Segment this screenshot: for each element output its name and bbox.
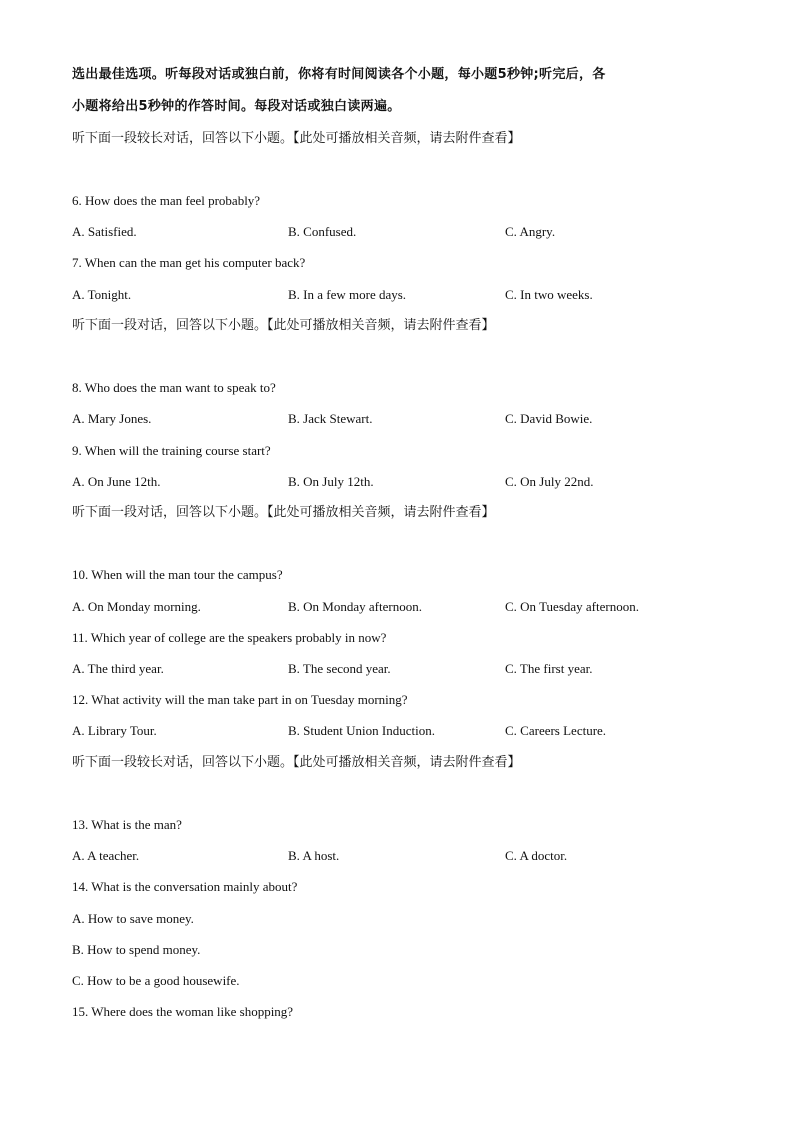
question-8: 8. Who does the man want to speak to? [72,380,276,395]
option-c: C. The first year. [505,661,593,676]
question-7: 7. When can the man get his computer back? [72,255,306,270]
option-a: A. Satisfied. [72,224,137,239]
options-row-6 [72,223,722,241]
question-12: 12. What activity will the man take part in on Tuesday morning? [72,692,408,707]
option-b: B. Confused. [288,224,357,239]
section-heading-1: 听下面一段较长对话，回答以下小题。【此处可播放相关音频，请去附件查看】 [72,131,521,146]
option-a: A. Library Tour. [72,723,157,738]
section-heading-3: 听下面一段对话，回答以下小题。【此处可播放相关音频，请去附件查看】 [72,505,495,520]
question-13: 13. What is the man? [72,817,182,832]
option-b: B. On Monday afternoon. [288,599,422,614]
question-9: 9. When will the training course start? [72,443,271,458]
question-10: 10. When will the man tour the campus? [72,567,283,582]
options-row-13 [72,847,722,865]
option-c: C. On July 22nd. [505,474,594,489]
option-c: C. How to be a good housewife. [72,973,240,988]
option-b: B. Student Union Induction. [288,723,435,738]
option-c: C. On Tuesday afternoon. [505,599,639,614]
section-heading-2: 听下面一段对话，回答以下小题。【此处可播放相关音频，请去附件查看】 [72,318,495,333]
option-a: A. On June 12th. [72,474,161,489]
option-c: C. Angry. [505,224,556,239]
option-b: B. How to spend money. [72,942,201,957]
option-c: C. In two weeks. [505,287,593,302]
option-a: A. How to save money. [72,911,194,926]
instructions-line-1: 选出最佳选项。听每段对话或独白前，你将有时间阅读各个小题，每小题5秒钟;听完后，各 [72,67,606,82]
option-b: B. A host. [288,848,340,863]
option-c: C. A doctor. [505,848,568,863]
question-11: 11. Which year of college are the speakers probably in now? [72,630,387,645]
option-a: A. A teacher. [72,848,140,863]
options-row-11 [72,660,722,678]
option-a: A. The third year. [72,661,164,676]
option-b: B. The second year. [288,661,391,676]
option-b: B. In a few more days. [288,287,407,302]
question-15: 15. Where does the woman like shopping? [72,1004,294,1019]
question-14: 14. What is the conversation mainly about? [72,879,298,894]
option-a: A. On Monday morning. [72,599,201,614]
options-row-7 [72,286,722,304]
options-row-8 [72,410,722,428]
options-row-12 [72,722,722,740]
section-heading-4: 听下面一段较长对话，回答以下小题。【此处可播放相关音频，请去附件查看】 [72,755,521,770]
options-row-9 [72,473,722,491]
option-c: C. David Bowie. [505,411,593,426]
options-row-10 [72,598,722,616]
instructions-line-2: 小题将给出5秒钟的作答时间。每段对话或独白读两遍。 [72,99,401,114]
option-a: A. Tonight. [72,287,132,302]
option-b: B. Jack Stewart. [288,411,373,426]
question-6: 6. How does the man feel probably? [72,193,261,208]
option-b: B. On July 12th. [288,474,374,489]
option-a: A. Mary Jones. [72,411,152,426]
option-c: C. Careers Lecture. [505,723,607,738]
